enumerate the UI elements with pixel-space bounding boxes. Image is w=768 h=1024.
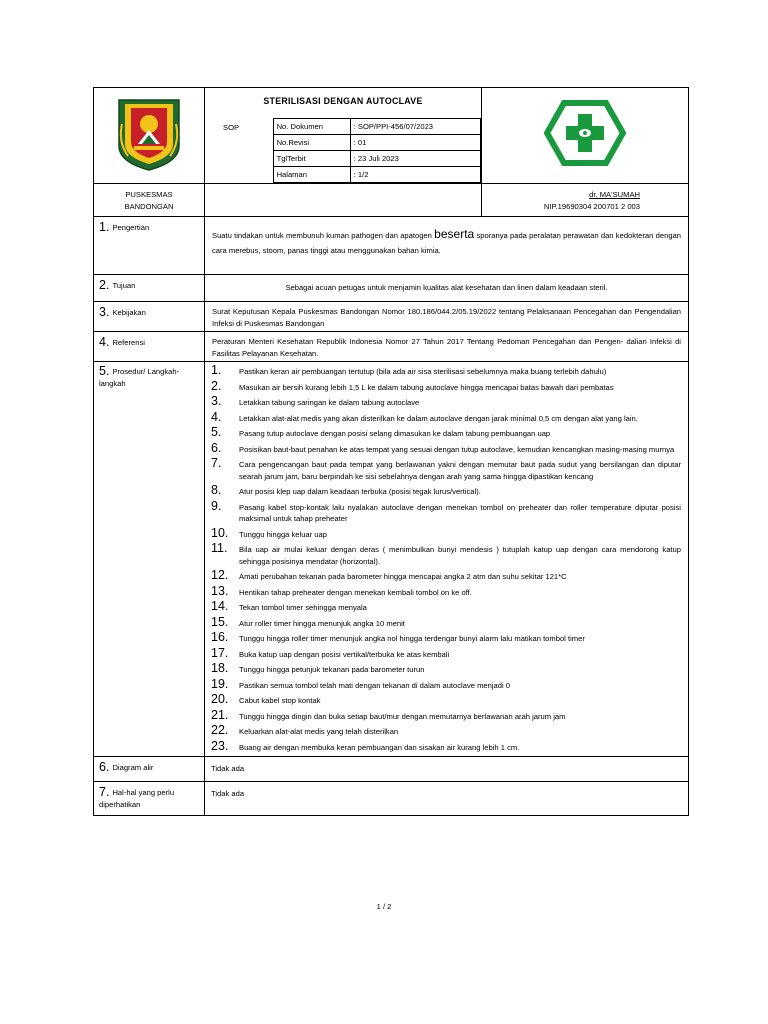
sop-document [93, 87, 688, 816]
step-number: 18. [211, 661, 229, 675]
puskesmas-logo-icon [544, 100, 626, 166]
meta-row: TglTerbit : 23 Juli 2023 [273, 151, 480, 167]
step-text: Pasang kabel stop-kontak lalu nyalakan autoclave dengan menekan tombol on preheater dan roller temperature diputar posisi maksimal untuk tahap preheater [239, 502, 681, 523]
section-row [94, 275, 689, 302]
procedure-step [211, 457, 681, 482]
step-text: Buka katup uap dengan posisi vertikal/terbuka ke atas kembali [239, 649, 450, 659]
meta-row: Halaman : 1/2 [273, 167, 480, 183]
section-row [94, 757, 689, 782]
procedure-step [211, 569, 681, 583]
procedure-step [211, 647, 681, 661]
step-text: Masukan air bersih kurang lebih 1,5 L ke dalam tabung autoclave hingga mencapai batas bawah dari pembatas [239, 382, 614, 392]
step-number: 13. [211, 583, 229, 598]
procedure-step [211, 442, 681, 456]
procedure-step [211, 616, 681, 630]
procedure-step [211, 678, 681, 692]
step-number: 6. [211, 440, 222, 455]
signer-name: dr. MA'SUMAH [589, 190, 640, 199]
procedure-step [211, 426, 681, 440]
step-number: 21. [211, 707, 229, 722]
step-text: Letakkan alat-alat medis yang akan disterilkan ke dalam autoclave dengan jarak minimal 0,5 cm dengan alat yang lain. [239, 413, 638, 423]
procedure-step [211, 585, 681, 599]
step-text: Hentikan tahap preheater dengan menekan kembali tombol on ke off. [239, 587, 472, 597]
section-label: 1. Pengertian [94, 217, 205, 275]
header-center [205, 88, 482, 184]
steps-list [211, 364, 681, 753]
step-text: Posisikan baut-baut penahan ke atas tempat yang sesuai dengan tutup autoclave, kemudian kencangkan masing-masing murnya [239, 444, 675, 454]
section-content: Tidak ada [205, 757, 689, 782]
section-content: Tidak ada [205, 782, 689, 816]
step-number: 19. [211, 676, 229, 691]
procedure-steps [205, 362, 689, 757]
document-meta [273, 118, 481, 183]
step-number: 2. [211, 378, 222, 393]
step-number: 3. [211, 394, 222, 408]
procedure-step [211, 740, 681, 754]
step-text: Bila uap air mulai keluar dengan deras ( menimbulkan bunyi mendesis ) tutuplah katup uap dengan cara mendorong katup sehingga posisinya mendatar (horizontal). [239, 545, 681, 566]
document-title: STERILISASI DENGAN AUTOCLAVE [263, 96, 423, 106]
step-number: 9. [211, 498, 222, 513]
sop-table [93, 87, 689, 816]
section-label: 6. Diagram alir [94, 757, 205, 782]
section-label: 2. Tujuan [94, 275, 205, 302]
procedure-step [211, 527, 681, 541]
section-label: 5. Prosedur/ Langkah-langkah [94, 362, 205, 757]
step-number: 22. [211, 723, 229, 737]
signer-nip: NIP.19690304 200701 2 003 [543, 202, 640, 211]
step-text: Buang air dengan membuka keran pembuangan dan sisakan air kurang lebih 1 cm. [239, 742, 520, 752]
meta-row: No. Dokumen : SOP/PPI-456/07/2023 [273, 119, 480, 135]
step-number: 20. [211, 692, 229, 706]
step-number: 23. [211, 738, 229, 753]
section-content: Peraturan Menteri Kesehatan Republik Indonesia Nomor 27 Tahun 2017 Tentang Pedoman Pencegahan dan Pengen- dalian Infeksi di Fasilitas Pelayanan Kesehatan. [205, 332, 689, 362]
step-text: Pastikan semua tombol telah mati dengan tekanan di dalam autoclave menjadi 0 [239, 680, 511, 690]
procedure-step [211, 631, 681, 645]
step-number: 12. [211, 568, 229, 582]
step-text: Tunggu hingga roller timer menunjuk angka nol hingga terdengar bunyi alarm lalu matikan tombol timer [239, 634, 585, 643]
sop-label: SOP [223, 123, 240, 132]
section-content: Suatu tindakan untuk membunuh kuman pathogen dan apatogen beserta sporanya pada peralatan perawatan dan kedokteran dengan cara merebus, stoom, panas tinggi atau menggunakan bahan kimia. [205, 217, 689, 275]
step-text: Letakkan tabung saringan ke dalam tabung autoclave [239, 398, 420, 407]
regency-emblem-icon [114, 94, 184, 172]
procedure-step [211, 500, 681, 525]
procedure-step [211, 484, 681, 498]
section-row [94, 302, 689, 332]
step-number: 1. [211, 363, 222, 377]
step-number: 8. [211, 483, 222, 497]
section-label: 4. Referensi [94, 332, 205, 362]
procedure-step [211, 364, 681, 378]
step-text: Amati perubahan tekanan pada barometer hingga mencapai angka 2 atm dan suhu sekitar 121*C [239, 572, 567, 581]
page-number: 1 / 2 [376, 902, 392, 911]
step-text: Cabut kabel stop kontak [239, 696, 321, 705]
procedure-step [211, 693, 681, 707]
signer-block [482, 184, 689, 217]
step-text: Tunggu hingga keluar uap [239, 529, 327, 539]
step-text: Tekan tombol timer sehingga menyala [239, 603, 367, 612]
regency-logo-cell [94, 88, 205, 184]
step-number: 10. [211, 525, 229, 540]
step-text: Pasang tutup autoclave dengan posisi selang dimasukan ke dalam tabung pembuangan uap [239, 429, 551, 438]
section-content: Surat Keputusan Kepala Puskesmas Bandongan Nomor 180.186/044.2/05.19/2022 tentang Pelaksanaan Pencegahan dan Pengendalian Infeksi di Puskesmas Bandongan [205, 302, 689, 332]
section-row [94, 362, 689, 757]
meta-row: No.Revisi : 01 [273, 135, 480, 151]
step-text: Keluarkan alat-alat medis yang telah disterilkan [239, 727, 399, 736]
procedure-step [211, 380, 681, 394]
procedure-step [211, 542, 681, 567]
section-label: 3. Kebijakan [94, 302, 205, 332]
section-row [94, 217, 689, 275]
step-number: 4. [211, 409, 222, 424]
procedure-step [211, 600, 681, 614]
section-content: Sebagai acuan petugas untuk menjamin kualitas alat kesehatan dan linen dalam keadaan steril. [205, 275, 689, 302]
step-text: Atur posisi klep uap dalam keadaan terbuka (posisi tegak lurus/vertical). [239, 487, 481, 496]
procedure-step [211, 411, 681, 425]
procedure-step [211, 709, 681, 723]
procedure-step [211, 662, 681, 676]
step-text: Pastikan keran air pembuangan tertutup (bila ada air sisa sterilisasi sebelumnya maka buang terlebih dahulu) [239, 367, 607, 376]
step-text: Atur roller timer hingga menunjuk angka 10 menit [239, 618, 405, 628]
section-row [94, 332, 689, 362]
section-row [94, 782, 689, 816]
step-number: 14. [211, 599, 229, 613]
step-number: 16. [211, 630, 229, 644]
procedure-step [211, 724, 681, 738]
section-label: 7. Hal-hal yang perlu diperhatikan [94, 782, 205, 816]
step-number: 15. [211, 614, 229, 629]
step-number: 7. [211, 456, 222, 470]
step-number: 17. [211, 645, 229, 660]
organization-name: PUSKESMAS BANDONGAN [94, 184, 205, 217]
step-text: Tunggu hingga dingin dan buka setiap baut/mur dengan memutarnya berlawanan arah jarum jam [239, 711, 566, 721]
puskesmas-logo-cell [482, 88, 689, 184]
step-text: Tunggu hingga petunjuk tekanan pada barometer turun [239, 665, 425, 674]
step-text: Cara pengencangan baut pada tempat yang berlawanan yakni dengan memutar baut pada sudut yang bersilangan dan diputar searah jarum jam, baru berpindah ke sisi sebelahnya dengan arah yang sama hingga dipastikan kencang [239, 460, 681, 481]
procedure-step [211, 395, 681, 409]
step-number: 11. [211, 541, 228, 555]
step-number: 5. [211, 425, 222, 439]
